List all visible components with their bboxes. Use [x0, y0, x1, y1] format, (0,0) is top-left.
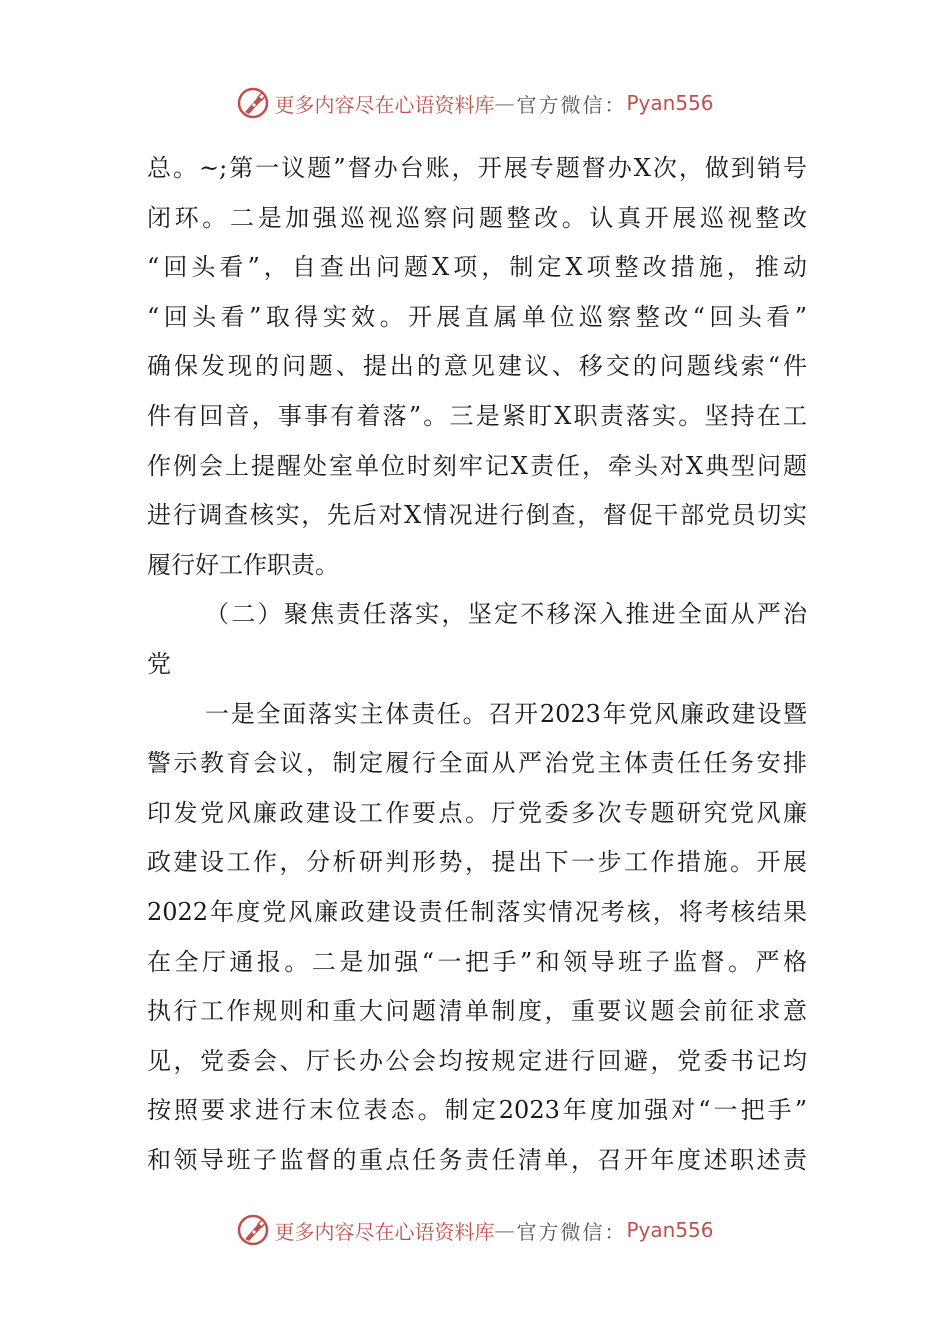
- body-line: 履行好工作职责。: [147, 550, 339, 579]
- banner-separator: —: [494, 91, 517, 115]
- body-line: 一是全面落实主体责任。召开2023年党风廉政建设暨: [205, 699, 807, 728]
- body-line: 确保发现的问题、提出的意见建议、移交的问题线索“件: [147, 352, 807, 381]
- document-body: [147, 144, 807, 1185]
- body-line: “回头看”，自查出问题X项，制定X项整改措施，推动: [147, 253, 807, 282]
- body-line: “回头看”取得实效。开展直属单位巡察整改“回头看”: [147, 302, 807, 331]
- banner-text: 更多内容尽在心语资料库: [274, 92, 495, 117]
- section-heading-end: 党: [147, 649, 171, 678]
- banner-wechat-id: Pyan556: [626, 91, 714, 115]
- pen-nib-logo-icon: [236, 86, 270, 120]
- section-heading: （二）聚焦责任落实，坚定不移深入推进全面从严治: [205, 600, 807, 629]
- body-line: 2022年度党风廉政建设责任制落实情况考核，将考核结果: [147, 897, 807, 926]
- body-line: 印发党风廉政建设工作要点。厅党委多次专题研究党风廉: [147, 798, 807, 827]
- banner-label: 官方微信：: [516, 92, 627, 117]
- banner-text: 更多内容尽在心语资料库: [274, 1219, 495, 1244]
- body-line: 在全厅通报。二是加强“一把手”和领导班子监督。严格: [147, 947, 807, 976]
- body-line: 按照要求进行末位表态。制定2023年度加强对“一把手”: [147, 1096, 807, 1125]
- body-line: 警示教育会议，制定履行全面从严治党主体责任任务安排: [147, 749, 807, 778]
- body-line: 见，党委会、厅长办公会均按规定进行回避，党委书记均: [147, 1046, 807, 1075]
- body-line: 执行工作规则和重大问题清单制度，重要议题会前征求意: [147, 997, 807, 1026]
- header-banner: [0, 86, 950, 120]
- banner-wechat-id: Pyan556: [626, 1218, 714, 1242]
- body-line: 件有回音，事事有着落”。三是紧盯X职责落实。坚持在工: [147, 401, 807, 430]
- body-line: 闭环。二是加强巡视巡察问题整改。认真开展巡视整改: [147, 203, 807, 232]
- body-line: 作例会上提醒处室单位时刻牢记X责任，牵头对X典型问题: [147, 451, 807, 480]
- body-line: 总。~;第一议题”督办台账，开展专题督办X次，做到销号: [147, 154, 807, 182]
- body-line: 和领导班子监督的重点任务责任清单，召开年度述职述责: [147, 1145, 807, 1174]
- banner-label: 官方微信：: [516, 1219, 627, 1244]
- body-line: 进行调查核实，先后对X情况进行倒查，督促干部党员切实: [147, 501, 807, 530]
- banner-separator: —: [494, 1218, 517, 1242]
- body-line: 政建设工作，分析研判形势，提出下一步工作措施。开展: [147, 848, 807, 877]
- pen-nib-logo-icon: [236, 1213, 270, 1247]
- footer-banner: [0, 1213, 950, 1247]
